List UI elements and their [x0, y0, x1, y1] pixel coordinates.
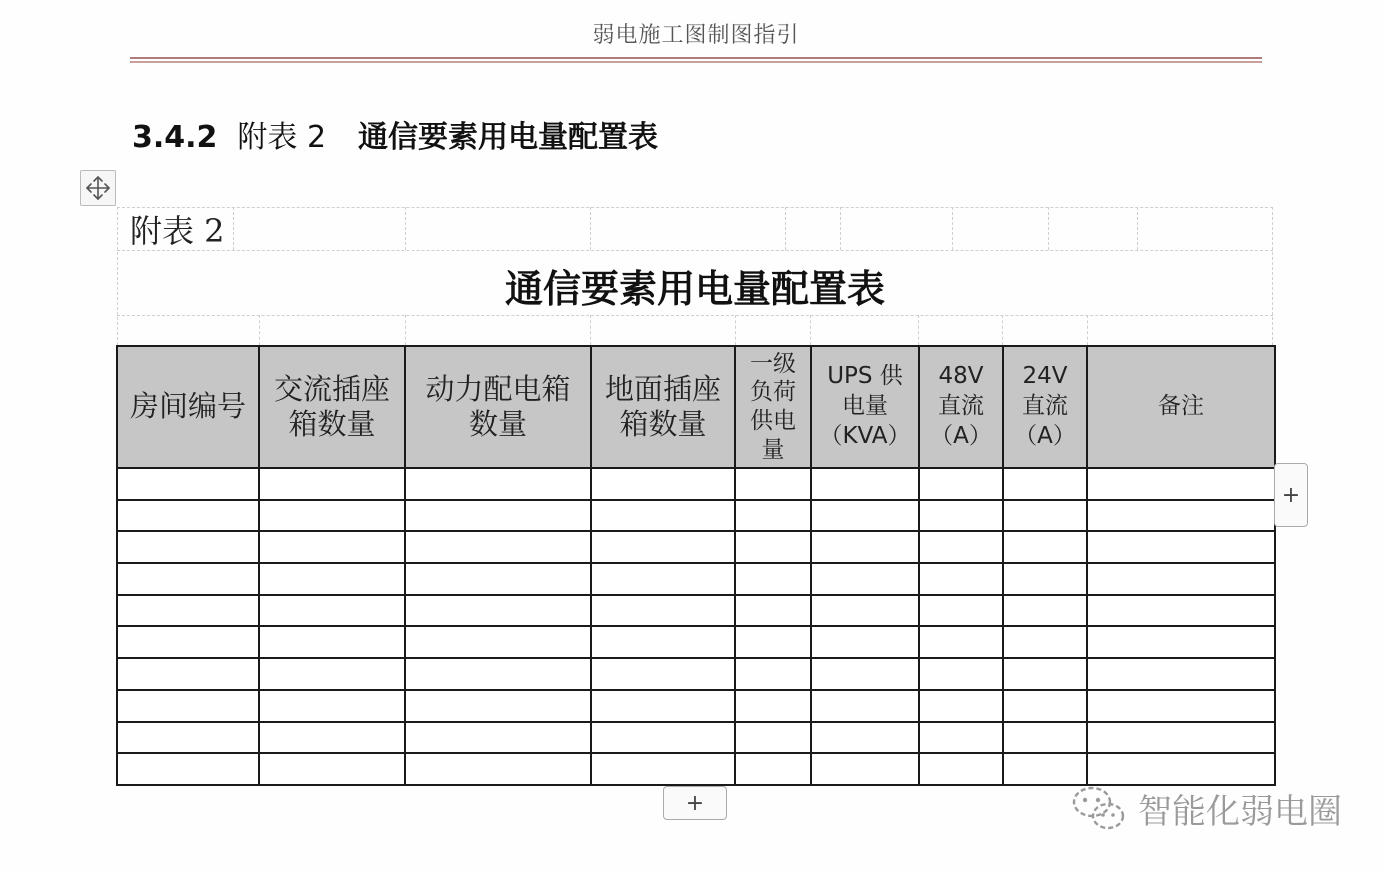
- table-cell[interactable]: [811, 658, 919, 690]
- table-cell[interactable]: [405, 531, 591, 563]
- grid-line: [117, 207, 1273, 208]
- table-header-row: [117, 346, 1275, 468]
- table-cell[interactable]: [405, 690, 591, 722]
- add-column-button[interactable]: [663, 786, 727, 820]
- table-cell[interactable]: [811, 595, 919, 627]
- table-cell[interactable]: [591, 753, 735, 785]
- page-header-title: 弱电施工图制图指引: [592, 23, 800, 48]
- col-header-ups-supply-kva[interactable]: UPS 供 电量 （KVA）: [811, 346, 919, 468]
- grid-line: [117, 250, 1273, 251]
- table-title: 通信要素用电量配置表: [504, 267, 885, 311]
- table-cell[interactable]: [259, 753, 405, 785]
- table-move-handle[interactable]: [80, 170, 116, 206]
- grid-line: [1087, 315, 1088, 345]
- power-config-table: [116, 345, 1276, 786]
- table-cell[interactable]: [919, 595, 1003, 627]
- grid-line: [735, 315, 736, 345]
- table-cell[interactable]: [811, 626, 919, 658]
- table-cell[interactable]: [591, 500, 735, 532]
- table-cell[interactable]: [735, 595, 811, 627]
- section-subtitle: 附表 2: [237, 120, 327, 155]
- table-cell[interactable]: [591, 595, 735, 627]
- table-cell[interactable]: [1003, 658, 1087, 690]
- table-cell[interactable]: [919, 531, 1003, 563]
- table-row: [117, 753, 1275, 785]
- table-row: [117, 563, 1275, 595]
- watermark: [1068, 782, 1342, 834]
- table-cell[interactable]: [591, 722, 735, 754]
- table-cell[interactable]: [117, 658, 259, 690]
- table-cell[interactable]: [1003, 531, 1087, 563]
- table-caption-label: 附表 2: [130, 212, 225, 250]
- grid-line: [785, 207, 786, 250]
- table-cell[interactable]: [1087, 658, 1275, 690]
- table-cell[interactable]: [259, 722, 405, 754]
- table-cell[interactable]: [259, 626, 405, 658]
- table-cell[interactable]: [1003, 468, 1087, 500]
- grid-line: [405, 315, 406, 345]
- grid-line: [1048, 207, 1049, 250]
- section-heading: [132, 112, 658, 156]
- table-cell[interactable]: [1087, 531, 1275, 563]
- table-cell[interactable]: [405, 468, 591, 500]
- grid-line: [1002, 315, 1003, 345]
- section-number: 3.4.2: [132, 120, 218, 155]
- table-cell[interactable]: [811, 690, 919, 722]
- col-header-floor-socket-box-count[interactable]: 地面插座 箱数量: [591, 346, 735, 468]
- table-row: [117, 722, 1275, 754]
- table-cell[interactable]: [259, 658, 405, 690]
- table-cell[interactable]: [117, 563, 259, 595]
- table-cell[interactable]: [735, 690, 811, 722]
- table-cell[interactable]: [735, 753, 811, 785]
- table-cell[interactable]: [591, 563, 735, 595]
- table-cell[interactable]: [405, 563, 591, 595]
- table-row: [117, 500, 1275, 532]
- table-row: [117, 626, 1275, 658]
- table-cell[interactable]: [259, 531, 405, 563]
- table-cell[interactable]: [117, 531, 259, 563]
- grid-line: [117, 315, 1273, 316]
- table-cell[interactable]: [735, 531, 811, 563]
- move-arrows-icon: [84, 174, 112, 202]
- col-header-remarks[interactable]: 备注: [1087, 346, 1275, 468]
- table-cell[interactable]: [117, 626, 259, 658]
- col-header-room-number[interactable]: 房间编号: [117, 346, 259, 468]
- table-cell[interactable]: [1087, 468, 1275, 500]
- table-cell[interactable]: [259, 500, 405, 532]
- watermark-text: 智能化弱电圈: [1138, 791, 1342, 832]
- table-cell[interactable]: [591, 626, 735, 658]
- header-divider-secondary: [130, 61, 1262, 63]
- table-cell[interactable]: [1003, 753, 1087, 785]
- table-cell[interactable]: [117, 595, 259, 627]
- table-row: [117, 595, 1275, 627]
- table-cell[interactable]: [1003, 595, 1087, 627]
- table-cell[interactable]: [1087, 626, 1275, 658]
- table-cell[interactable]: [919, 468, 1003, 500]
- add-row-button[interactable]: [1274, 463, 1308, 527]
- table-cell[interactable]: [735, 500, 811, 532]
- table-cell[interactable]: [735, 722, 811, 754]
- table-cell[interactable]: [591, 468, 735, 500]
- table-cell[interactable]: [405, 626, 591, 658]
- table-row: [117, 468, 1275, 500]
- table-cell[interactable]: [259, 690, 405, 722]
- grid-line: [259, 315, 260, 345]
- table-cell[interactable]: [919, 722, 1003, 754]
- grid-line: [952, 207, 953, 250]
- table-cell[interactable]: [1003, 690, 1087, 722]
- table-cell[interactable]: [591, 690, 735, 722]
- table-cell[interactable]: [1087, 595, 1275, 627]
- grid-line: [590, 315, 591, 345]
- grid-line: [840, 207, 841, 250]
- table-cell[interactable]: [117, 722, 259, 754]
- grid-line: [590, 207, 591, 250]
- col-header-power-distribution-box-count[interactable]: 动力配电箱 数量: [405, 346, 591, 468]
- table-cell[interactable]: [1087, 753, 1275, 785]
- table-cell[interactable]: [591, 531, 735, 563]
- header-divider: [130, 57, 1262, 59]
- table-cell[interactable]: [1087, 500, 1275, 532]
- table-cell[interactable]: [811, 722, 919, 754]
- grid-line: [810, 315, 811, 345]
- table-cell[interactable]: [1087, 722, 1275, 754]
- table-cell[interactable]: [591, 658, 735, 690]
- table-cell[interactable]: [405, 722, 591, 754]
- table-cell[interactable]: [735, 563, 811, 595]
- plus-icon: +: [1281, 482, 1301, 508]
- table-cell[interactable]: [405, 753, 591, 785]
- table-cell[interactable]: [405, 500, 591, 532]
- table-cell[interactable]: [117, 753, 259, 785]
- table-cell[interactable]: [405, 595, 591, 627]
- table-cell[interactable]: [1003, 626, 1087, 658]
- table-row: [117, 658, 1275, 690]
- col-header-primary-load-supply[interactable]: 一级 负荷 供电 量: [735, 346, 811, 468]
- table-cell[interactable]: [117, 500, 259, 532]
- col-header-ac-socket-box-count[interactable]: 交流插座 箱数量: [259, 346, 405, 468]
- plus-icon: +: [685, 790, 705, 816]
- table-cell[interactable]: [259, 563, 405, 595]
- table-row: [117, 690, 1275, 722]
- table-cell[interactable]: [811, 563, 919, 595]
- table-body: [117, 468, 1275, 785]
- section-title: 通信要素用电量配置表: [358, 120, 659, 155]
- grid-line: [233, 207, 234, 250]
- table-cell[interactable]: [919, 658, 1003, 690]
- table-cell[interactable]: [1003, 500, 1087, 532]
- table-cell[interactable]: [259, 468, 405, 500]
- table-cell[interactable]: [259, 595, 405, 627]
- wechat-icon: [1068, 782, 1130, 834]
- table-cell[interactable]: [735, 626, 811, 658]
- col-header-48v-dc[interactable]: 48V 直流 （A）: [919, 346, 1003, 468]
- table-cell[interactable]: [919, 626, 1003, 658]
- grid-line: [918, 315, 919, 345]
- table-row: [117, 531, 1275, 563]
- table-cell[interactable]: [1003, 722, 1087, 754]
- table-cell[interactable]: [1003, 563, 1087, 595]
- table-cell[interactable]: [1087, 690, 1275, 722]
- table-cell[interactable]: [735, 468, 811, 500]
- table-cell[interactable]: [811, 531, 919, 563]
- grid-line: [1137, 207, 1138, 250]
- table-cell[interactable]: [919, 500, 1003, 532]
- table-cell[interactable]: [919, 690, 1003, 722]
- table-cell[interactable]: [1087, 563, 1275, 595]
- table-cell[interactable]: [811, 500, 919, 532]
- table-cell[interactable]: [735, 658, 811, 690]
- table-cell[interactable]: [811, 468, 919, 500]
- table-cell[interactable]: [811, 753, 919, 785]
- table-cell[interactable]: [405, 658, 591, 690]
- col-header-24v-dc[interactable]: 24V 直流 （A）: [1003, 346, 1087, 468]
- grid-line: [405, 207, 406, 250]
- table-cell[interactable]: [117, 468, 259, 500]
- table-cell[interactable]: [117, 690, 259, 722]
- table-cell[interactable]: [919, 563, 1003, 595]
- table-cell[interactable]: [919, 753, 1003, 785]
